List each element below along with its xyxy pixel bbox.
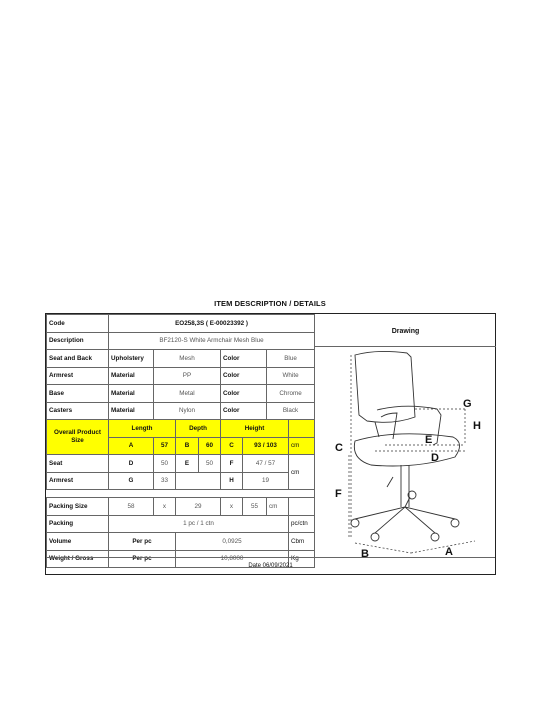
- document-title: ITEM DESCRIPTION / DETAILS: [214, 299, 326, 308]
- material-value: Mesh: [154, 350, 221, 368]
- color-label: Color: [221, 402, 267, 420]
- color-value: White: [267, 367, 315, 385]
- armrest-dims-row: [47, 472, 315, 490]
- drawing-label-b: B: [361, 548, 369, 557]
- dims-header-row: [47, 420, 315, 438]
- material-row: [47, 367, 315, 385]
- star-base: [355, 497, 455, 533]
- chair-drawing: [315, 347, 495, 557]
- empty-cell: [289, 498, 315, 516]
- dim-f-value: 47 / 57: [243, 455, 289, 473]
- code-row: [47, 315, 315, 333]
- color-label: Color: [221, 385, 267, 403]
- material-value: Metal: [154, 385, 221, 403]
- lever: [387, 477, 393, 487]
- color-label: Color: [221, 367, 267, 385]
- packing-unit: pc/ctn: [289, 515, 315, 533]
- dim-b-value: 60: [199, 437, 221, 455]
- dim-h-value: 19: [243, 472, 289, 490]
- type-label: Material: [109, 402, 154, 420]
- packing-size-unit: cm: [267, 498, 289, 516]
- dim-d-letter: D: [109, 455, 154, 473]
- dim-a-value: 57: [154, 437, 176, 455]
- packing-label: Packing: [47, 515, 109, 533]
- dim-c-letter: C: [221, 437, 243, 455]
- armrest-label: Armrest: [47, 472, 109, 490]
- description-row: [47, 332, 315, 350]
- type-label: Material: [109, 385, 154, 403]
- packing-width: 29: [176, 498, 221, 516]
- drawing-panel: [314, 314, 496, 557]
- caster: [451, 519, 459, 527]
- dim-line-a: [411, 541, 475, 553]
- back-support: [375, 422, 379, 437]
- dim-d-value: 50: [154, 455, 176, 473]
- color-value: Black: [267, 402, 315, 420]
- part-label: Seat and Back: [47, 350, 109, 368]
- packing-size-row: [47, 498, 315, 516]
- part-label: Casters: [47, 402, 109, 420]
- drawing-label-e: E: [425, 434, 433, 446]
- drawing-label-d: D: [431, 452, 439, 464]
- height-header: Height: [221, 420, 289, 438]
- dim-e-letter: E: [176, 455, 199, 473]
- drawing-label-h: H: [473, 420, 481, 432]
- date-row: Date 06/09/2021: [46, 557, 495, 575]
- dim-unit: cm: [289, 437, 315, 455]
- dim-c-value: 93 / 103: [243, 437, 289, 455]
- volume-unit: Cbm: [289, 533, 315, 551]
- type-label: Upholstery: [109, 350, 154, 368]
- caster: [431, 533, 439, 541]
- volume-row: [47, 533, 315, 551]
- material-value: PP: [154, 367, 221, 385]
- drawing-label-g: G: [463, 398, 472, 410]
- volume-label: Volume: [47, 533, 109, 551]
- drawing-title: Drawing: [391, 328, 420, 335]
- packing-x2: x: [221, 498, 243, 516]
- spec-table: [46, 314, 315, 568]
- dim-f-letter: F: [221, 455, 243, 473]
- drawing-label-f: F: [335, 488, 342, 500]
- dim-a-letter: A: [109, 437, 154, 455]
- empty-cell: [176, 472, 221, 490]
- caster: [371, 533, 379, 541]
- material-value: Nylon: [154, 402, 221, 420]
- seat-label: Seat: [47, 455, 109, 473]
- packing-row: [47, 515, 315, 533]
- seat-dims-row: [47, 455, 315, 473]
- part-label: Armrest: [47, 367, 109, 385]
- spec-sheet: [45, 313, 496, 575]
- color-value: Blue: [267, 350, 315, 368]
- weight-value: 10,8000: [176, 550, 289, 568]
- part-label: Base: [47, 385, 109, 403]
- packing-value: 1 pc / 1 ctn: [109, 515, 289, 533]
- caster: [351, 519, 359, 527]
- header-spacer: [289, 420, 315, 438]
- dim-g-letter: G: [109, 472, 154, 490]
- packing-size-label: Packing Size: [47, 498, 109, 516]
- seat-outline: [354, 434, 459, 466]
- weight-per: Per pc: [109, 550, 176, 568]
- material-row: [47, 385, 315, 403]
- packing-height: 55: [243, 498, 267, 516]
- dim-b-letter: B: [176, 437, 199, 455]
- depth-header: Depth: [176, 420, 221, 438]
- color-value: Chrome: [267, 385, 315, 403]
- material-row: [47, 402, 315, 420]
- dim-e-value: 50: [199, 455, 221, 473]
- packing-length: 58: [109, 498, 154, 516]
- dim-g-value: 33: [154, 472, 176, 490]
- description-label: Description: [47, 332, 109, 350]
- drawing-label-c: C: [335, 442, 343, 454]
- seat-unit: cm: [289, 455, 315, 490]
- color-label: Color: [221, 350, 267, 368]
- spacer-row: [47, 490, 315, 498]
- overall-size-label: Overall Product Size: [47, 420, 109, 455]
- weight-label: Weight / Gross: [47, 550, 109, 568]
- packing-x1: x: [154, 498, 176, 516]
- length-header: Length: [109, 420, 176, 438]
- description-value: BF2120-S White Armchair Mesh Blue: [109, 332, 315, 350]
- weight-unit: Kg: [289, 550, 315, 568]
- drawing-label-a: A: [445, 546, 453, 557]
- type-label: Material: [109, 367, 154, 385]
- backrest-outline: [355, 351, 415, 422]
- dim-h-letter: H: [221, 472, 243, 490]
- code-label: Code: [47, 315, 109, 333]
- material-row: [47, 350, 315, 368]
- volume-value: 0,0925: [176, 533, 289, 551]
- volume-per: Per pc: [109, 533, 176, 551]
- code-value: EO258,3S ( E-00023392 ): [109, 315, 315, 333]
